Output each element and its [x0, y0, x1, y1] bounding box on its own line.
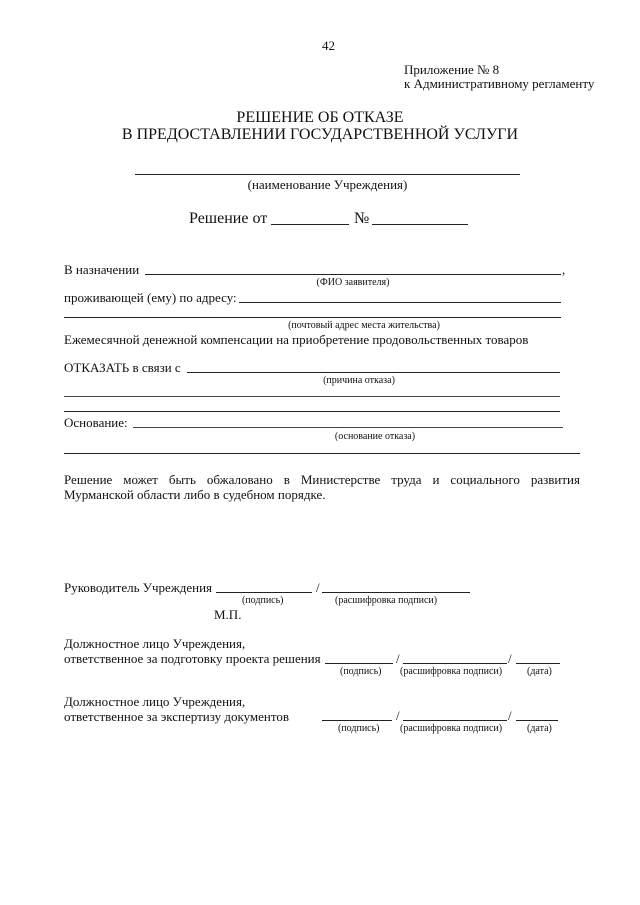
decision-date-line[interactable]	[271, 224, 349, 225]
slash: /	[396, 708, 400, 723]
appeal-text: Решение может быть обжаловано в Министерстве труда и социального развития Мурманской области либо в судебном порядке.	[64, 472, 580, 502]
official2-line1: Должностное лицо Учреждения,	[64, 694, 246, 709]
title-line-2: В ПРЕДОСТАВЛЕНИИ ГОСУДАРСТВЕННОЙ УСЛУГИ	[121, 126, 519, 143]
head-signature-line[interactable]	[216, 592, 312, 593]
basis-label: Основание:	[64, 415, 128, 430]
head-decode-line[interactable]	[322, 592, 470, 593]
applicant-name-line[interactable]	[145, 274, 561, 275]
official2-date-caption: (дата)	[527, 723, 552, 734]
residence-label: проживающей (ему) по адресу:	[64, 290, 237, 305]
title-line-1: РЕШЕНИЕ ОБ ОТКАЗЕ	[236, 109, 404, 126]
official1-decode-caption: (расшифровка подписи)	[400, 666, 503, 677]
basis-line-1[interactable]	[133, 427, 563, 428]
official1-line2: ответственное за подготовку проекта решения	[64, 651, 321, 666]
address-caption: (почтовый адрес места жительства)	[288, 320, 440, 331]
slash: /	[508, 651, 512, 666]
stamp-label: М.П.	[214, 607, 242, 622]
official1-date-line[interactable]	[516, 663, 560, 664]
head-decode-caption: (расшифровка подписи)	[335, 595, 438, 606]
appendix-number: Приложение № 8	[404, 62, 500, 77]
official2-date-line[interactable]	[516, 720, 558, 721]
official2-signature-line[interactable]	[322, 720, 392, 721]
official2-decode-caption: (расшифровка подписи)	[400, 723, 503, 734]
official2-decode-line[interactable]	[403, 720, 507, 721]
slash: /	[508, 708, 512, 723]
basis-caption: (основание отказа)	[334, 431, 416, 442]
reason-line-2[interactable]	[64, 396, 560, 397]
reason-line-3[interactable]	[64, 411, 560, 412]
decision-label: Решение от	[189, 210, 268, 227]
official1-line1: Должностное лицо Учреждения,	[64, 636, 246, 651]
institution-name-line[interactable]	[135, 174, 520, 175]
official2-signature-caption: (подпись)	[338, 723, 380, 734]
official1-decode-line[interactable]	[403, 663, 507, 664]
reason-line-1[interactable]	[187, 372, 560, 373]
official1-signature-caption: (подпись)	[340, 666, 382, 677]
official2-line2: ответственное за экспертизу документов	[64, 709, 290, 724]
head-label: Руководитель Учреждения	[64, 580, 213, 595]
head-signature-caption: (подпись)	[242, 595, 284, 606]
decision-number-line[interactable]	[372, 224, 468, 225]
applicant-caption: (ФИО заявителя)	[316, 277, 390, 288]
compensation-text: Ежемесячной денежной компенсации на приобретение продовольственных товаров	[64, 332, 529, 347]
decision-number-sign: №	[354, 210, 370, 227]
appointment-label: В назначении	[64, 262, 140, 277]
basis-line-2[interactable]	[64, 453, 580, 454]
institution-caption: (наименование Учреждения)	[247, 177, 408, 192]
slash: /	[396, 651, 400, 666]
page-number: 42	[322, 38, 335, 53]
reason-caption: (причина отказа)	[323, 375, 395, 386]
slash: /	[316, 580, 320, 595]
official1-signature-line[interactable]	[325, 663, 393, 664]
appendix-reference: к Административному регламенту	[404, 76, 595, 91]
address-line-2[interactable]	[64, 317, 561, 318]
official1-date-caption: (дата)	[527, 666, 552, 677]
comma: ,	[562, 262, 566, 277]
address-line-1[interactable]	[239, 302, 561, 303]
refuse-label: ОТКАЗАТЬ в связи с	[64, 360, 181, 375]
